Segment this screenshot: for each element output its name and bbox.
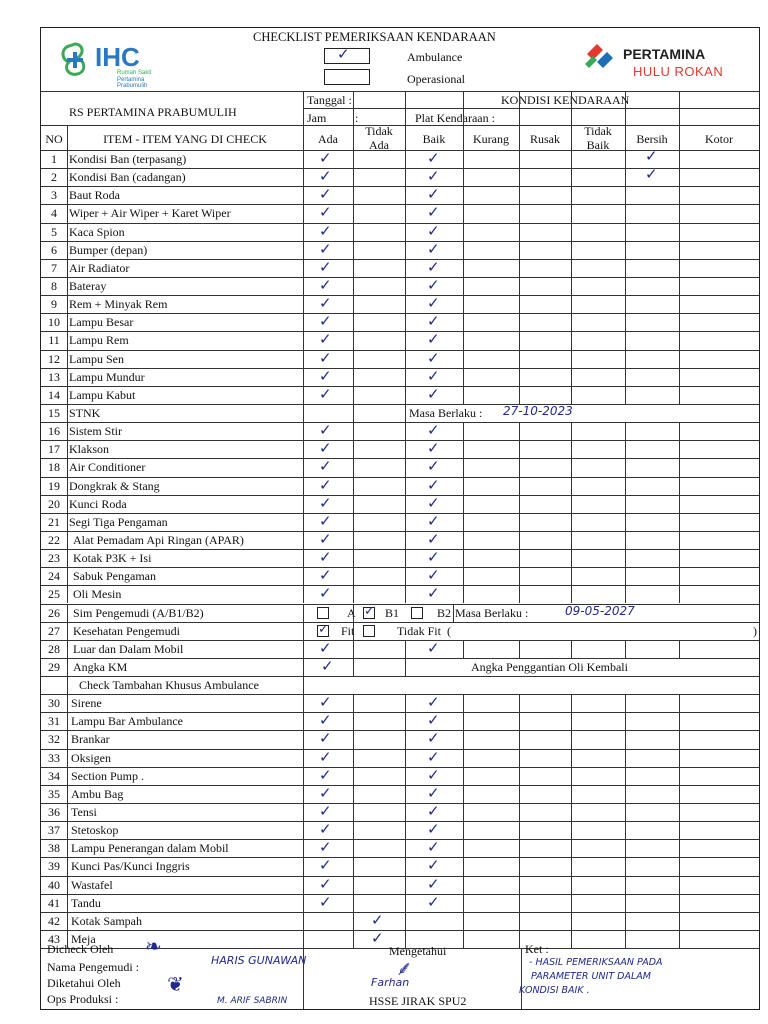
section-title: Check Tambahan Khusus Ambulance [79,678,259,693]
row-no: 32 [48,732,60,747]
row-item: Kotak P3K + Isi [73,551,152,566]
row-no: 27 [48,623,60,638]
ket-line-1: - HASIL PEMERIKSAAN PADA [529,957,663,968]
row-baik-check[interactable]: ✓ [427,802,440,821]
pertamina-logo-sub: HULU ROKAN [633,64,724,79]
row-ada-check[interactable]: ✓ [319,493,332,512]
row-item: Tensi [71,805,97,820]
col-tidak-baik-2: Baik [586,138,610,152]
row-item: Lampu Penerangan dalam Mobil [71,841,229,856]
row-item: Oli Mesin [73,587,122,602]
row-ada-check[interactable]: ✓ [319,221,332,240]
row-ada-check[interactable]: ✓ [319,275,332,294]
sim-a-label: A [347,605,356,620]
row-item: Section Pump . [71,768,145,783]
col-tidak-ada-2: Ada [369,138,389,152]
row-no: 17 [48,442,60,457]
col-baik: Baik [422,132,446,146]
row-baik-check[interactable]: ✓ [427,384,440,403]
col-bersih: Bersih [636,132,668,146]
row-no: 36 [48,805,60,820]
row-no: 18 [48,460,60,475]
driver-name: HARIS GUNAWAN [211,954,307,967]
row-ada-check[interactable]: ✓ [319,802,332,821]
ket-line-2: PARAMETER UNIT DALAM [531,971,651,982]
tanggal-label: Tanggal : [307,93,352,107]
col-kotor: Kotor [705,132,733,146]
row-item: Kondisi Ban (terpasang) [69,152,187,166]
row-item: Sirene [71,696,102,711]
row-no: 11 [48,333,60,348]
row-no: 29 [48,659,60,674]
row-item: Sabuk Pengaman [73,569,156,584]
row-no: 13 [48,369,60,384]
row-no: 38 [48,841,60,856]
row-no: 30 [48,696,60,711]
ops-name: M. ARIF SABRIN [217,996,288,1006]
col-item: ITEM - ITEM YANG DI CHECK [103,132,267,146]
row-item: Rem + Minyak Rem [69,297,168,312]
row-ada-check[interactable]: ✓ [319,711,332,730]
ihc-logo-sub1: Rumah Sakit [117,70,152,76]
col-tidak-ada-1: Tidak [365,124,393,138]
row-item: Kaca Spion [69,224,125,239]
row-baik-check[interactable]: ✓ [427,257,440,276]
row-item: Oksigen [71,750,111,765]
row-ada-check[interactable]: ✓ [319,820,332,839]
row-item: Lampu Bar Ambulance [71,714,183,729]
row-ada-check[interactable]: ✓ [319,529,332,548]
row-item: Kesehatan Pengemudi [73,623,180,638]
row-no: 8 [51,278,57,293]
row-ada-check[interactable]: ✓ [319,203,332,222]
kesehatan-fit-box[interactable] [317,625,329,637]
ihc-logo-main: IHC [95,42,140,72]
row-baik-check[interactable]: ✓ [427,711,440,730]
row-item: Air Conditioner [69,460,146,475]
row-ada-check[interactable]: ✓ [319,239,332,258]
row-ada-check[interactable]: ✓ [319,312,332,331]
row-baik-check[interactable]: ✓ [427,747,440,766]
row-baik-check[interactable]: ✓ [427,439,440,458]
row-no: 37 [48,823,60,838]
checklist-sheet [40,27,760,1010]
row-ada-check[interactable]: ✓ [319,783,332,802]
row-item: Kunci Roda [69,496,127,511]
row-no: 14 [48,387,60,402]
ambulance-check-mark: ✓ [337,45,350,63]
row-no: 35 [48,786,60,801]
row-ada-check[interactable]: ✓ [319,366,332,385]
row-item: Angka KM [73,659,128,674]
ket-label: Ket : [525,942,549,956]
row-baik-check[interactable]: ✓ [427,566,440,585]
row-ada-check[interactable]: ✓ [319,167,332,186]
row-ada-check[interactable]: ✓ [319,421,332,440]
col-tidak-baik-1: Tidak [584,124,612,138]
kesehatan-tidak-fit-box[interactable] [363,625,375,637]
row-item: Baut Roda [69,188,120,203]
row-baik-check[interactable]: ✓ [427,838,440,857]
row-baik-check[interactable]: ✓ [427,783,440,802]
stnk-masa-value: 27-10-2023 [503,403,573,418]
row-baik-check[interactable]: ✓ [427,312,440,331]
row-baik-check[interactable]: ✓ [427,638,440,657]
row-baik-check[interactable]: ✓ [427,856,440,875]
row-baik-check[interactable]: ✓ [427,421,440,440]
row-item: Stetoskop [71,823,119,838]
row-ada-check[interactable]: ✓ [319,294,332,313]
row-baik-check[interactable]: ✓ [427,729,440,748]
row-baik-check[interactable]: ✓ [427,548,440,567]
row-ada-check[interactable]: ✓ [321,656,334,675]
row-ada-check[interactable]: ✓ [319,765,332,784]
row-item: Tandu [71,895,101,910]
row-bersih-check[interactable]: ✓ [645,147,658,165]
row-item: Klakson [69,442,109,457]
row-baik-check[interactable]: ✓ [427,511,440,530]
row-ada-check[interactable]: ✓ [319,185,332,204]
row-baik-check[interactable]: ✓ [427,457,440,476]
row-baik-check[interactable]: ✓ [427,366,440,385]
row-no: 33 [48,750,60,765]
row-no: 2 [51,170,57,185]
row-no: 12 [48,351,60,366]
row-no: 1 [51,152,57,166]
row-tidak-ada-check[interactable]: ✓ [371,910,384,929]
row-no: 41 [48,895,60,910]
kesehatan-tidak-fit-label: Tidak Fit [397,623,441,638]
row-baik-check[interactable]: ✓ [427,584,440,603]
row-item: Segi Tiga Pengaman [69,514,168,529]
row-ada-check[interactable]: ✓ [319,693,332,712]
row-no: 10 [48,315,60,330]
sim-b2-label: B2 [437,605,452,620]
sim-b1-label: B1 [385,605,400,620]
row-item: Alat Pemadam Api Ringan (APAR) [73,532,244,547]
kesehatan-fit-label: Fit [341,623,355,638]
row-no: 26 [48,605,60,620]
row-baik-check[interactable]: ✓ [427,149,440,167]
row-ada-check[interactable]: ✓ [319,892,332,911]
col-no: NO [45,132,63,146]
row-item: Meja [71,932,96,947]
row-ada-check[interactable]: ✓ [319,638,332,657]
row-no: 31 [48,714,60,729]
ops-signature: ❦ [167,972,184,996]
col-ada: Ada [318,132,338,146]
row-baik-check[interactable]: ✓ [427,693,440,712]
row-ada-check[interactable]: ✓ [319,511,332,530]
row-ada-check[interactable]: ✓ [319,348,332,367]
kesehatan-paren-close: ) [753,623,757,638]
row-item: Lampu Mundur [69,369,145,384]
sim-masa-value: 09-05-2027 [565,603,635,618]
row-ada-check[interactable]: ✓ [319,729,332,748]
sim-b2-box[interactable] [411,607,423,619]
row-no: 15 [48,405,60,420]
row-no: 19 [48,478,60,493]
row-item: Dongkrak & Stang [69,478,160,493]
hsse-signature: ⸙ [395,956,410,980]
row-ada-check[interactable]: ✓ [319,330,332,349]
hsse-label: HSSE JIRAK SPU2 [369,994,467,1008]
row-baik-check[interactable]: ✓ [427,167,440,186]
row-no: 39 [48,859,60,874]
row-no: 16 [48,424,60,439]
row-item: Sim Pengemudi (A/B1/B2) [73,605,204,620]
row-baik-check[interactable]: ✓ [427,493,440,512]
row-ada-check[interactable]: ✓ [319,439,332,458]
row-no: 42 [48,913,60,928]
row-item: Luar dan Dalam Mobil [73,641,184,656]
kondisi-label: KONDISI KENDARAAN [501,93,630,107]
hospital-name: RS PERTAMINA PRABUMULIH [69,105,237,119]
row-no: 34 [48,768,60,783]
stnk-masa-label: Masa Berlaku : [409,405,483,420]
row-ada-check[interactable]: ✓ [319,457,332,476]
row-item: Brankar [71,732,110,747]
row-no: 4 [51,206,57,221]
row-baik-check[interactable]: ✓ [427,294,440,313]
row-baik-check[interactable]: ✓ [427,529,440,548]
row-baik-check[interactable]: ✓ [427,221,440,240]
row-item: Lampu Besar [69,315,134,330]
row-no: 7 [51,260,57,275]
row-no: 40 [48,877,60,892]
option-operasional-label: Operasional [407,72,465,86]
mengetahui-label: Mengetahui [389,944,447,958]
checklist-table [41,28,759,1009]
row-ada-check[interactable]: ✓ [319,584,332,603]
row-ada-check[interactable]: ✓ [319,384,332,403]
row-ada-check[interactable]: ✓ [319,548,332,567]
row-baik-check[interactable]: ✓ [427,820,440,839]
row-no: 25 [48,587,60,602]
ket-line-3: KONDISI BAIK . [519,985,590,996]
row-ada-check[interactable]: ✓ [319,856,332,875]
hsse-name: Farhan [371,976,410,989]
plat-label: Plat Kendaraan : [415,111,495,125]
diketahui-label: Diketahui Oleh [47,976,121,990]
row-baik-check[interactable]: ✓ [427,185,440,204]
sim-b1-box[interactable] [363,607,375,619]
row-ada-check[interactable]: ✓ [319,257,332,276]
row-baik-check[interactable]: ✓ [427,239,440,258]
row-item: Bumper (depan) [69,242,148,257]
row-baik-check[interactable]: ✓ [427,765,440,784]
row-item: Kotak Sampah [71,913,142,928]
pertamina-logo-name: PERTAMINA [623,46,706,62]
row-no: 3 [51,188,57,203]
row-no: 43 [48,932,60,947]
row-baik-check[interactable]: ✓ [427,475,440,494]
row-no: 21 [48,514,60,529]
ihc-logo-sub2: Pertamina Prabumulih [117,77,148,89]
row-item: Lampu Rem [69,333,129,348]
row-no: 20 [48,496,60,511]
row-tidak-ada-check[interactable]: ✓ [371,929,384,948]
oli-kembali-label: Angka Penggantian Oli Kembali [471,659,628,674]
row-item: Wastafel [71,877,113,892]
row-baik-check[interactable]: ✓ [427,203,440,222]
row-no: 5 [51,224,57,239]
nama-pengemudi-label: Nama Pengemudi : [47,960,139,974]
row-ada-check[interactable]: ✓ [319,475,332,494]
row-baik-check[interactable]: ✓ [427,330,440,349]
col-rusak: Rusak [530,132,560,146]
row-ada-check[interactable]: ✓ [319,566,332,585]
col-kurang: Kurang [473,132,509,146]
row-item: Kunci Pas/Kunci Inggris [71,859,190,874]
jam-colon: : [355,111,359,125]
dicheck-label: Dicheck Oleh [47,942,114,956]
row-no: 28 [48,641,60,656]
jam-label: Jam [307,111,327,125]
row-item: Ambu Bag [71,786,124,801]
row-item: Air Radiator [69,260,130,275]
row-baik-check[interactable]: ✓ [427,874,440,893]
row-item: STNK [69,405,101,420]
kesehatan-paren-open: ( [447,623,451,638]
ops-label: Ops Produksi : [47,992,119,1006]
row-ada-check[interactable]: ✓ [319,838,332,857]
row-baik-check[interactable]: ✓ [427,348,440,367]
row-ada-check[interactable]: ✓ [319,149,332,167]
row-no: 24 [48,569,60,584]
row-no: 22 [48,532,60,547]
row-item: Lampu Sen [69,351,124,366]
option-ambulance-label: Ambulance [407,50,463,64]
row-baik-check[interactable]: ✓ [427,892,440,911]
row-ada-check[interactable]: ✓ [319,747,332,766]
row-ada-check[interactable]: ✓ [319,874,332,893]
row-bersih-check[interactable]: ✓ [645,165,658,184]
row-item: Sistem Stir [69,424,123,439]
row-item: Kondisi Ban (cadangan) [69,170,186,185]
row-no: 23 [48,551,60,566]
row-item: Lampu Kabut [69,387,136,402]
driver-signature: ❧ [145,934,162,958]
sim-masa-label: Masa Berlaku : [455,605,529,620]
form-title: CHECKLIST PEMERIKSAAN KENDARAAN [253,30,496,44]
sim-a-box[interactable] [317,607,329,619]
row-no: 9 [51,297,57,312]
row-baik-check[interactable]: ✓ [427,275,440,294]
row-no: 6 [51,242,57,257]
row-item: Bateray [69,278,107,293]
row-item: Wiper + Air Wiper + Karet Wiper [69,206,231,221]
